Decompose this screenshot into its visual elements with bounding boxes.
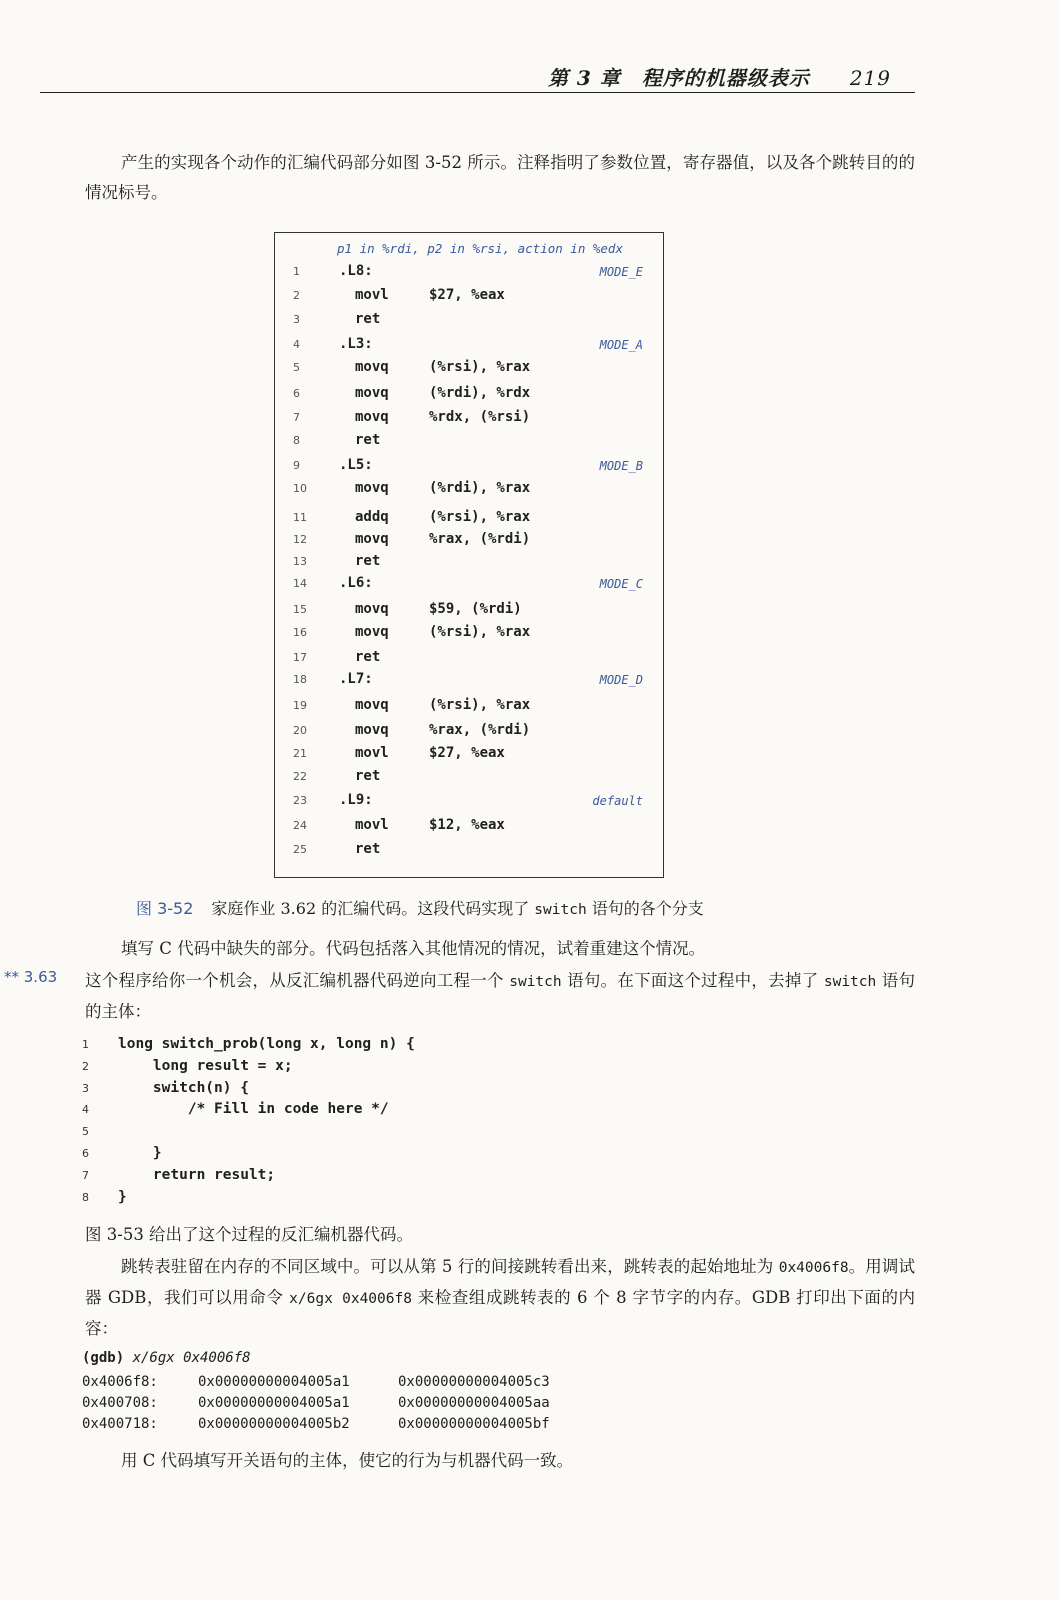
- asm-label: .L6:: [339, 575, 373, 591]
- gdb-value-2: 0x00000000004005bf: [398, 1416, 550, 1432]
- caption-text-pre: 家庭作业 3.62 的汇编代码。这段代码实现了: [211, 899, 535, 918]
- asm-line-number: 25: [293, 843, 307, 856]
- c-line-number: 5: [82, 1125, 89, 1139]
- asm-line: [275, 336, 663, 356]
- gdb-value-1: 0x00000000004005a1: [198, 1395, 350, 1411]
- asm-line-number: 15: [293, 603, 307, 616]
- c-line-number: 6: [82, 1147, 89, 1160]
- asm-line: [275, 745, 663, 765]
- c-line-number: 8: [82, 1190, 89, 1204]
- jump-address: 0x4006f8: [778, 1260, 849, 1276]
- asm-operands: %rax, (%rdi): [429, 531, 531, 547]
- asm-operands: (%rdi), %rdx: [429, 385, 531, 401]
- asm-line-number: 21: [293, 747, 307, 760]
- asm-label: .L5:: [339, 457, 373, 473]
- gdb-value-1: 0x00000000004005a1: [198, 1374, 350, 1390]
- c-line-text: }: [118, 1188, 127, 1205]
- asm-operands: %rdx, (%rsi): [429, 409, 531, 425]
- asm-line-number: 4: [293, 338, 300, 351]
- gdb-command-inline: x/6gx 0x4006f8: [289, 1291, 412, 1307]
- c-line-number: 2: [82, 1059, 89, 1073]
- asm-label: .L3:: [339, 336, 373, 352]
- asm-line-number: 6: [293, 387, 300, 400]
- c-line-number: 7: [82, 1168, 89, 1182]
- asm-line: [275, 697, 663, 717]
- asm-line-number: 24: [293, 819, 307, 832]
- gdb-address: 0x400708:: [82, 1395, 158, 1411]
- asm-line: [275, 601, 663, 621]
- asm-label: .L7:: [339, 671, 373, 687]
- c-line-number: 4: [82, 1103, 89, 1117]
- asm-line: [275, 531, 663, 551]
- asm-line: [275, 311, 663, 331]
- c-code-line: [82, 1167, 275, 1189]
- asm-line-number: 11: [293, 511, 307, 524]
- asm-line-number: 18: [293, 673, 307, 686]
- asm-line-number: 8: [293, 434, 300, 447]
- asm-opcode: movq: [355, 359, 389, 375]
- asm-opcode: ret: [355, 553, 381, 569]
- caption-code: switch: [534, 902, 587, 918]
- asm-opcode: addq: [355, 509, 389, 525]
- figure-3-52-code-box: [274, 232, 664, 878]
- running-head: [548, 62, 891, 91]
- asm-opcode: movq: [355, 624, 389, 640]
- asm-line: [275, 624, 663, 644]
- asm-line: [275, 263, 663, 283]
- figure-caption-3-52: [136, 896, 704, 919]
- asm-opcode: ret: [355, 432, 381, 448]
- asm-operands: %rax, (%rdi): [429, 722, 531, 738]
- asm-line: [275, 432, 663, 452]
- asm-line: [275, 817, 663, 837]
- asm-line: [275, 841, 663, 861]
- c-line-text: return result;: [118, 1166, 276, 1183]
- asm-line: [275, 792, 663, 812]
- asm-operands: (%rdi), %rax: [429, 480, 531, 496]
- asm-operands: (%rsi), %rax: [429, 624, 531, 640]
- asm-line-number: 1: [293, 265, 300, 278]
- asm-line: [275, 409, 663, 429]
- fill-paragraph: 填写 C 代码中缺失的部分。代码包括落入其他情况的情况，试着重建这个情况。: [121, 939, 706, 958]
- asm-line: [275, 359, 663, 379]
- c-code-line: [82, 1036, 415, 1058]
- intro-paragraph: 产生的实现各个动作的汇编代码部分如图 3-52 所示。注释指明了参数位置，寄存器值，以及各个跳转目的的情况标号。: [85, 153, 915, 202]
- c-line-text: switch(n) {: [118, 1079, 249, 1096]
- exercise-3-63-text: [85, 966, 915, 1027]
- gdb-command-line: [82, 1350, 251, 1372]
- asm-line: [275, 671, 663, 691]
- asm-line-number: 19: [293, 699, 307, 712]
- asm-line-number: 13: [293, 555, 307, 568]
- ex-text-pre: 这个程序给你一个机会，从反汇编机器代码逆向工程一个: [85, 971, 510, 990]
- asm-line: [275, 575, 663, 595]
- jump-text-mid: 。用调试器 GDB，我们可以用命令: [85, 1257, 915, 1307]
- jump-text-post: 来检查组成跳转表的 6 个 8 字节字的内存。GDB 打印出下面的内容：: [85, 1288, 916, 1338]
- c-code-line: [82, 1080, 249, 1102]
- asm-line: [275, 385, 663, 405]
- gdb-value-1: 0x00000000004005b2: [198, 1416, 350, 1432]
- code-header-comment: p1 in %rdi, p2 in %rsi, action in %edx: [337, 241, 623, 256]
- asm-operands: $27, %eax: [429, 745, 505, 761]
- c-code-line: [82, 1123, 118, 1145]
- asm-line-number: 3: [293, 313, 300, 326]
- asm-comment: MODE_B: [599, 459, 643, 473]
- asm-opcode: movq: [355, 722, 389, 738]
- c-code-line: [82, 1058, 293, 1080]
- c-code-line: [82, 1145, 162, 1167]
- final-paragraph: 用 C 代码填写开关语句的主体，使它的行为与机器代码一致。: [121, 1451, 574, 1470]
- gdb-value-2: 0x00000000004005aa: [398, 1395, 550, 1411]
- asm-comment: MODE_E: [599, 265, 643, 279]
- asm-opcode: movl: [355, 745, 389, 761]
- gdb-command: x/6gx 0x4006f8: [132, 1350, 251, 1366]
- asm-opcode: ret: [355, 768, 381, 784]
- c-line-text: /* Fill in code here */: [118, 1101, 389, 1118]
- c-line-number: 1: [82, 1038, 89, 1051]
- exercise-marker: ** 3.63: [4, 968, 58, 986]
- ex-code-2: switch: [823, 974, 877, 990]
- c-line-number: 3: [82, 1081, 89, 1095]
- asm-line: [275, 480, 663, 500]
- asm-opcode: movq: [355, 531, 389, 547]
- asm-line: [275, 553, 663, 573]
- fig53-paragraph: 图 3-53 给出了这个过程的反汇编机器代码。: [85, 1225, 414, 1244]
- asm-opcode: movq: [355, 480, 389, 496]
- asm-operands: $59, (%rdi): [429, 601, 522, 617]
- asm-label: .L9:: [339, 792, 373, 808]
- asm-line: [275, 457, 663, 477]
- page-number: 219: [849, 66, 891, 90]
- chapter-title: 第 3 章 程序的机器级表示: [547, 66, 810, 90]
- asm-line: [275, 768, 663, 788]
- asm-comment: MODE_C: [599, 577, 643, 591]
- asm-operands: (%rsi), %rax: [429, 697, 531, 713]
- caption-text-post: 语句的各个分支: [586, 899, 704, 918]
- asm-operands: $27, %eax: [429, 287, 505, 303]
- asm-opcode: movq: [355, 409, 389, 425]
- asm-line-number: 10: [293, 482, 307, 495]
- c-line-text: }: [118, 1145, 162, 1161]
- asm-line: [275, 287, 663, 307]
- asm-opcode: movq: [355, 601, 389, 617]
- asm-opcode: movq: [355, 697, 389, 713]
- c-line-text: long switch_prob(long x, long n) {: [118, 1036, 415, 1052]
- gdb-prompt: (gdb): [82, 1350, 133, 1366]
- asm-line: [275, 722, 663, 742]
- asm-line-number: 5: [293, 361, 300, 374]
- asm-operands: $12, %eax: [429, 817, 505, 833]
- asm-comment: MODE_A: [599, 338, 643, 352]
- asm-line-number: 23: [293, 794, 307, 807]
- asm-opcode: ret: [355, 311, 381, 327]
- ex-code: switch: [509, 974, 562, 990]
- asm-opcode: movl: [355, 817, 389, 833]
- caption-number: 图 3-52: [136, 899, 194, 918]
- asm-line-number: 20: [293, 724, 307, 737]
- ex-text-post: 语句。在下面这个过程中，去掉了: [561, 971, 824, 990]
- c-code-line: [82, 1189, 127, 1211]
- asm-line-number: 2: [293, 289, 300, 302]
- page-header: [40, 62, 915, 93]
- asm-line-number: 7: [293, 411, 300, 424]
- asm-line-number: 12: [293, 533, 307, 546]
- asm-line-number: 9: [293, 459, 300, 472]
- gdb-address: 0x400718:: [82, 1416, 158, 1432]
- asm-opcode: movq: [355, 385, 389, 401]
- asm-opcode: movl: [355, 287, 389, 303]
- jump-table-paragraph: [85, 1252, 915, 1344]
- asm-comment: default: [592, 794, 643, 808]
- asm-line-number: 14: [293, 577, 307, 590]
- asm-operands: (%rsi), %rax: [429, 509, 531, 525]
- asm-comment: MODE_D: [599, 673, 643, 687]
- asm-line: [275, 649, 663, 669]
- asm-label: .L8:: [339, 263, 373, 279]
- asm-line-number: 22: [293, 770, 307, 783]
- jump-text-pre: 跳转表驻留在内存的不同区域中。可以从第 5 行的间接跳转看出来，跳转表的起始地址为: [121, 1257, 779, 1276]
- gdb-address: 0x4006f8:: [82, 1374, 158, 1390]
- asm-line-number: 17: [293, 651, 307, 664]
- asm-opcode: ret: [355, 649, 381, 665]
- asm-line: [275, 509, 663, 529]
- gdb-value-2: 0x00000000004005c3: [398, 1374, 550, 1390]
- ex-text-post-2: 语句的主体：: [85, 971, 915, 1021]
- c-line-text: long result = x;: [118, 1057, 293, 1074]
- c-code-line: [82, 1101, 389, 1123]
- asm-opcode: ret: [355, 841, 381, 857]
- asm-line-number: 16: [293, 626, 307, 639]
- asm-operands: (%rsi), %rax: [429, 359, 531, 375]
